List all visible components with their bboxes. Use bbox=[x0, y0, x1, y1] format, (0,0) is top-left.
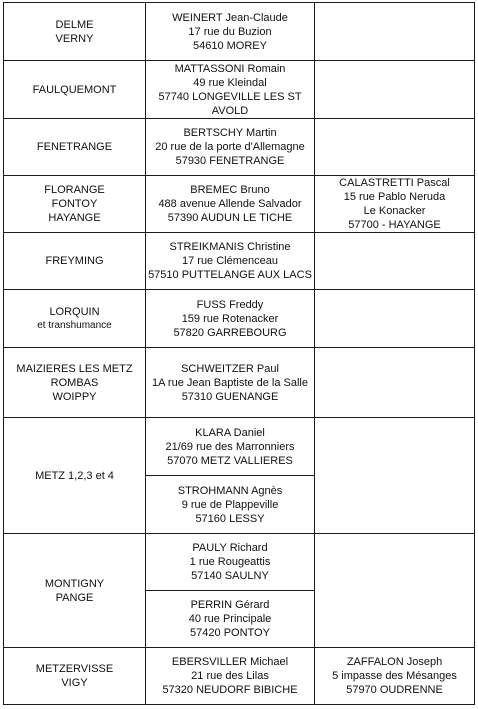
contact-locality: Le Konacker bbox=[363, 205, 426, 217]
contact-name: MATTASSONI Romain bbox=[174, 62, 286, 75]
contact-name: EBERSVILLER Michael bbox=[171, 656, 289, 668]
contact-name: WEINERT Jean-Claude bbox=[172, 11, 288, 24]
contact-cell bbox=[146, 476, 315, 534]
sector-cell bbox=[4, 61, 146, 119]
contact-name: ZAFFALON Joseph bbox=[346, 656, 443, 668]
contact-street: 15 rue Pablo Neruda bbox=[343, 191, 446, 203]
table-row bbox=[4, 233, 475, 290]
extra-contact-cell bbox=[315, 290, 475, 348]
sector-cell bbox=[4, 3, 146, 61]
sector-name: VERNY bbox=[55, 32, 94, 45]
sector-name: HAYANGE bbox=[48, 212, 101, 224]
sector-cell bbox=[4, 233, 146, 290]
contact-city: 57070 METZ VALLIERES bbox=[167, 454, 293, 467]
contact-name: BERTSCHY Martin bbox=[183, 127, 277, 139]
contact-cell bbox=[146, 648, 315, 705]
extra-contact-cell bbox=[315, 233, 475, 290]
contact-city: 57930 FENETRANGE bbox=[175, 155, 285, 167]
contact-street: 21 rue des Lilas bbox=[191, 670, 269, 682]
contact-street: 21/69 rue des Marronniers bbox=[165, 440, 295, 453]
contact-name: PERRIN Gérard bbox=[190, 599, 270, 611]
extra-contact-cell bbox=[315, 61, 475, 119]
contact-name: KLARA Daniel bbox=[195, 426, 265, 439]
sector-cell bbox=[4, 290, 146, 348]
contact-cell bbox=[146, 61, 315, 119]
contact-cell bbox=[146, 176, 315, 233]
sector-cell bbox=[4, 176, 146, 233]
contact-city: 54610 MOREY bbox=[193, 39, 267, 52]
contact-cell bbox=[146, 119, 315, 176]
contact-city: 57310 GUENANGE bbox=[181, 390, 279, 403]
sector-cell bbox=[4, 418, 146, 534]
sector-name: VIGY bbox=[61, 677, 88, 689]
sector-name: MAIZIERES LES METZ bbox=[16, 362, 133, 375]
contact-street: 159 rue Rotenacker bbox=[181, 312, 279, 325]
contact-street: 40 rue Principale bbox=[188, 613, 272, 625]
sector-name: METZ 1,2,3 et 4 bbox=[35, 469, 114, 482]
contact-street: 1A rue Jean Baptiste de la Salle bbox=[152, 376, 308, 389]
contact-city: 57510 PUTTELANGE AUX LACS bbox=[148, 269, 312, 281]
table-row bbox=[4, 290, 475, 348]
contact-name: STREIKMANIS Christine bbox=[169, 241, 291, 253]
table-row bbox=[4, 534, 475, 591]
sector-cell bbox=[4, 348, 146, 418]
sector-cell bbox=[4, 534, 146, 648]
contact-name: FUSS Freddy bbox=[196, 298, 264, 311]
contact-cell bbox=[146, 591, 315, 648]
table-row bbox=[4, 61, 475, 119]
contact-name: STROHMANN Agnès bbox=[177, 484, 283, 497]
contact-city: 57970 OUDRENNE bbox=[346, 684, 443, 696]
extra-contact-cell bbox=[315, 648, 475, 705]
table-row bbox=[4, 119, 475, 176]
sector-name: FONTOY bbox=[51, 198, 98, 210]
contact-city: 57820 GARREBOURG bbox=[173, 326, 287, 339]
contact-city: 57140 SAULNY bbox=[191, 570, 269, 582]
table-row bbox=[4, 176, 475, 233]
table-row bbox=[4, 3, 475, 61]
sector-name: WOIPPY bbox=[52, 390, 97, 403]
extra-contact-cell bbox=[315, 418, 475, 534]
extra-contact-cell bbox=[315, 348, 475, 418]
sector-cell bbox=[4, 648, 146, 705]
contact-street: 49 rue Kleindal bbox=[193, 76, 267, 89]
contact-name: SCHWEITZER Paul bbox=[181, 362, 279, 375]
sector-name: FENETRANGE bbox=[36, 141, 113, 153]
table-row bbox=[4, 648, 475, 705]
sector-name: PANGE bbox=[55, 591, 94, 604]
contact-cell bbox=[146, 348, 315, 418]
contact-street: 5 impasse des Mésanges bbox=[332, 670, 457, 682]
sector-name: METZERVISSE bbox=[35, 663, 114, 675]
table-row bbox=[4, 418, 475, 476]
contact-street: 1 rue Rougeattis bbox=[189, 556, 271, 568]
sector-name: DELME bbox=[55, 18, 94, 31]
extra-contact-cell bbox=[315, 176, 475, 233]
contact-cell bbox=[146, 3, 315, 61]
contact-city: 57160 LESSY bbox=[195, 512, 265, 525]
contact-name: CALASTRETTI Pascal bbox=[339, 177, 450, 189]
sector-note: et transhumance bbox=[37, 319, 112, 331]
sector-name: FAULQUEMONT bbox=[32, 83, 117, 96]
sector-name: LORQUIN bbox=[49, 305, 100, 318]
extra-contact-cell bbox=[315, 3, 475, 61]
table-row bbox=[4, 348, 475, 418]
contact-street: 9 rue de Plappeville bbox=[181, 498, 279, 511]
contact-city: 57320 NEUDORF BIBICHE bbox=[162, 684, 298, 696]
contact-name: PAULY Richard bbox=[192, 542, 268, 554]
sector-cell bbox=[4, 119, 146, 176]
contact-cell bbox=[146, 534, 315, 591]
sector-name: MONTIGNY bbox=[44, 577, 105, 590]
contacts-table bbox=[3, 2, 475, 705]
contact-city: 57390 AUDUN LE TICHE bbox=[167, 212, 293, 224]
contact-cell bbox=[146, 418, 315, 476]
contact-cell bbox=[146, 233, 315, 290]
contact-city: 57740 LONGEVILLE LES ST AVOLD bbox=[158, 90, 302, 117]
contact-cell bbox=[146, 290, 315, 348]
contact-street: 17 rue du Buzion bbox=[188, 25, 272, 38]
extra-contact-cell bbox=[315, 119, 475, 176]
sector-name: FLORANGE bbox=[44, 184, 105, 196]
contact-name: BREMEC Bruno bbox=[190, 184, 270, 196]
sector-name: ROMBAS bbox=[50, 376, 99, 389]
sector-name: FREYMING bbox=[45, 255, 104, 267]
contact-street: 488 avenue Allende Salvador bbox=[158, 198, 302, 210]
contact-city: 57420 PONTOY bbox=[190, 627, 270, 639]
contact-street: 20 rue de la porte d'Allemagne bbox=[155, 141, 305, 153]
extra-contact-cell bbox=[315, 534, 475, 648]
contact-city: 57700 - HAYANGE bbox=[348, 219, 441, 231]
contact-street: 17 rue Clémenceau bbox=[181, 255, 278, 267]
